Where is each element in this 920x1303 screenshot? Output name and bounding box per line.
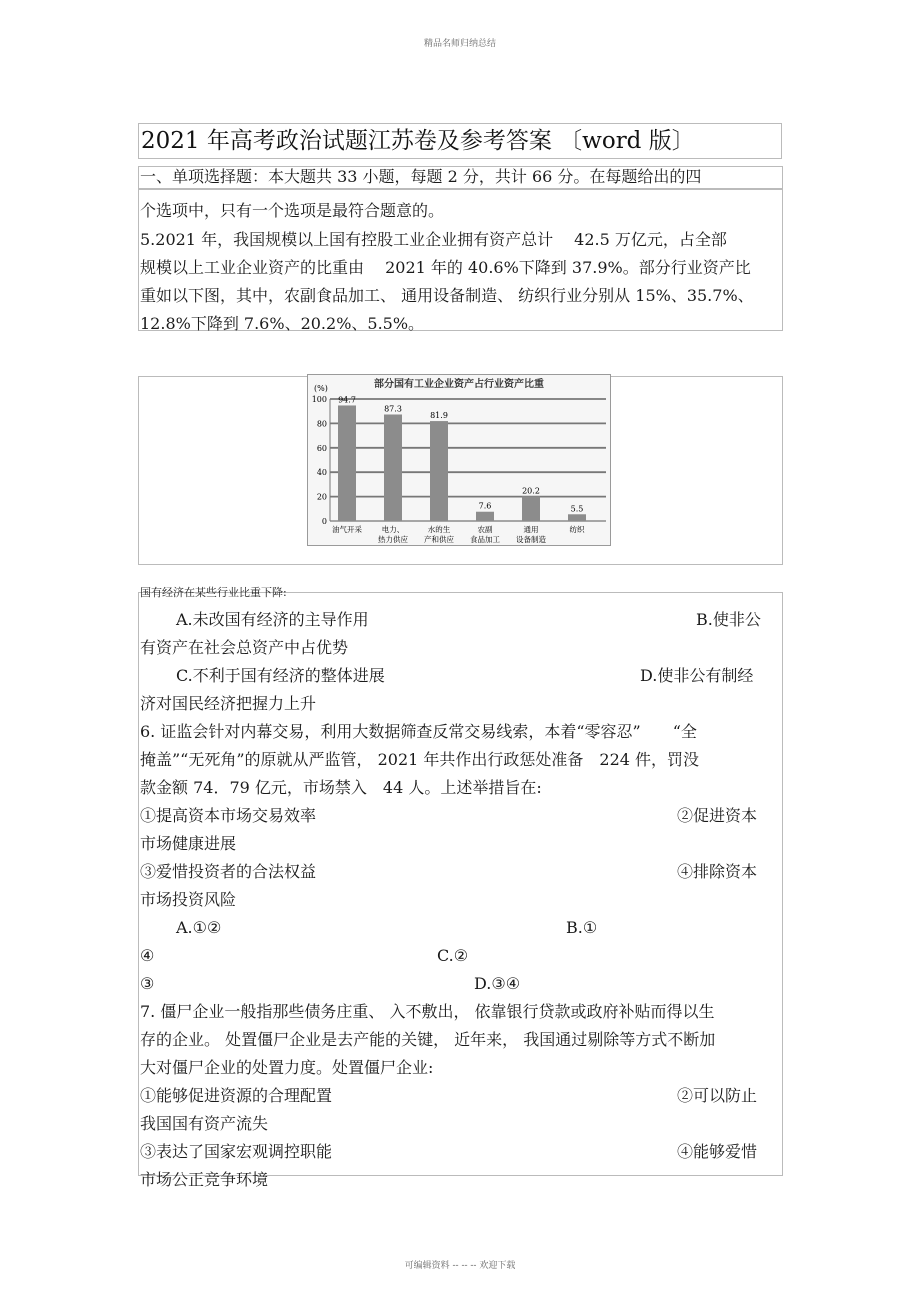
chart-y-tick-label: 100 <box>311 395 327 404</box>
chart-category-label: 农副 <box>477 525 493 534</box>
q5-option-b-head: B.使非公 <box>696 610 761 629</box>
chart-bar <box>522 496 540 521</box>
q5-caption: 国有经济在某些行业比重下降: <box>140 586 287 599</box>
chart-value-label: 20.2 <box>522 486 540 496</box>
chart-bar <box>476 512 494 521</box>
chart-y-tick-label: 0 <box>321 517 327 526</box>
chart-bar <box>384 414 402 521</box>
chart-category-label: 产和供应 <box>424 535 454 544</box>
chart-value-label: 7.6 <box>478 501 492 511</box>
bar-chart-svg <box>308 375 610 545</box>
section-heading-line-1: 一、单项选择题：本大题共 33 小题，每题 2 分，共计 66 分。在每题给出的四 <box>140 167 702 186</box>
chart-value-label: 94.7 <box>338 395 356 405</box>
chart-category-label: 通用 <box>523 525 539 534</box>
chart-category-label: 电力、 <box>381 525 405 534</box>
page-header-note: 精品名师归纳总结 <box>423 39 496 49</box>
q6-item-4-tail: 市场投资风险 <box>140 890 237 909</box>
q5-line-4: 12.8%下降到 7.6%、20.2%、5.5%。 <box>140 314 425 333</box>
q7-item-3: ③表达了国家宏观调控职能 <box>140 1142 333 1161</box>
q6-item-4-head: ④排除资本 <box>677 862 758 881</box>
q5-line-3: 重如以下图，其中，农副食品加工、 通用设备制造、 纺织行业分别从 15%、35.7%、 <box>140 286 754 305</box>
q5-option-c: C.不利于国有经济的整体进展 <box>176 666 385 685</box>
q7-line-3: 大对僵尸企业的处置力度。处置僵尸企业: <box>140 1058 434 1077</box>
chart-category-label: 热力供应 <box>378 535 408 544</box>
q5-option-b-tail: 有资产在社会总资产中占优势 <box>140 638 349 657</box>
q7-item-4-tail: 市场公正竞争环境 <box>140 1170 269 1189</box>
chart-category-label: 食品加工 <box>470 535 500 544</box>
q6-answer-c-tail: ③ <box>140 974 155 993</box>
q6-answer-a: A.①② <box>176 918 222 937</box>
q6-line-1: 6. 证监会针对内幕交易，利用大数据筛查反常交易线索，本着“零容忍” “全 <box>140 722 697 741</box>
chart-title: 部分国有工业企业资产占行业资产比重 <box>374 379 544 390</box>
q6-answer-d: D.③④ <box>474 974 521 993</box>
q6-answer-b-head: B.① <box>566 918 598 937</box>
q7-line-2: 存的企业。 处置僵尸企业是去产能的关键， 近年来， 我国通过剔除等方式不断加 <box>140 1030 716 1049</box>
chart-y-tick-label: 40 <box>316 468 327 478</box>
q6-answer-c-head: C.② <box>437 946 469 965</box>
q5-line-1: 5.2021 年，我国规模以上国有控股工业企业拥有资产总计 42.5 万亿元，占全部 <box>140 230 727 249</box>
q6-item-2-head: ②促进资本 <box>677 806 758 825</box>
q6-item-1: ①提高资本市场交易效率 <box>140 806 317 825</box>
q7-item-2-tail: 我国国有资产流失 <box>140 1114 269 1133</box>
q6-line-2: 掩盖”“无死角”的原就从严监管， 2021 年共作出行政惩处准备 224 件，罚没 <box>140 750 700 769</box>
chart-bar <box>568 514 586 521</box>
chart-category-label: 油气开采 <box>332 525 362 534</box>
chart-value-label: 81.9 <box>430 411 448 421</box>
q6-item-3: ③爱惜投资者的合法权益 <box>140 862 317 881</box>
q5-option-d-head: D.使非公有制经 <box>640 666 754 685</box>
chart-category-label: 设备制造 <box>516 535 546 544</box>
chart-category-label: 纺织 <box>569 525 585 534</box>
q5-option-a: A.未改国有经济的主导作用 <box>176 610 369 629</box>
chart-y-tick-label: 60 <box>316 443 327 453</box>
chart-y-axis-label: (%) <box>314 384 328 393</box>
q6-answer-b-tail: ④ <box>140 946 155 965</box>
page-footer-note: 可编辑资料 -- -- -- 欢迎下载 <box>404 1261 516 1271</box>
q7-item-2-head: ②可以防止 <box>677 1086 758 1105</box>
q5-line-2: 规模以上工业企业资产的比重由 2021 年的 40.6%下降到 37.9%。部分行业资产比 <box>140 258 751 277</box>
section-heading-line-2: 个选项中，只有一个选项是最符合题意的。 <box>140 201 445 220</box>
document-title: 2021 年高考政治试题江苏卷及参考答案 〔word 版〕 <box>138 123 782 159</box>
chart-bar <box>430 421 448 521</box>
bar-chart <box>307 374 611 546</box>
chart-y-tick-label: 20 <box>316 492 327 502</box>
chart-value-label: 5.5 <box>570 504 584 514</box>
q7-line-1: 7. 僵尸企业一般指那些债务庄重、 入不敷出， 依靠银行贷款或政府补贴而得以生 <box>140 1002 715 1021</box>
chart-category-label: 水的生 <box>427 525 451 534</box>
q7-item-4-head: ④能够爱惜 <box>677 1142 758 1161</box>
q5-option-d-tail: 济对国民经济把握力上升 <box>140 694 317 713</box>
q7-item-1: ①能够促进资源的合理配置 <box>140 1086 333 1105</box>
q6-line-3: 款金额 74．79 亿元，市场禁入 44 人。上述举措旨在: <box>140 778 542 797</box>
chart-bar <box>338 405 356 521</box>
chart-value-label: 87.3 <box>384 404 402 414</box>
chart-y-tick-label: 80 <box>316 419 327 429</box>
q6-item-2-tail: 市场健康进展 <box>140 834 237 853</box>
